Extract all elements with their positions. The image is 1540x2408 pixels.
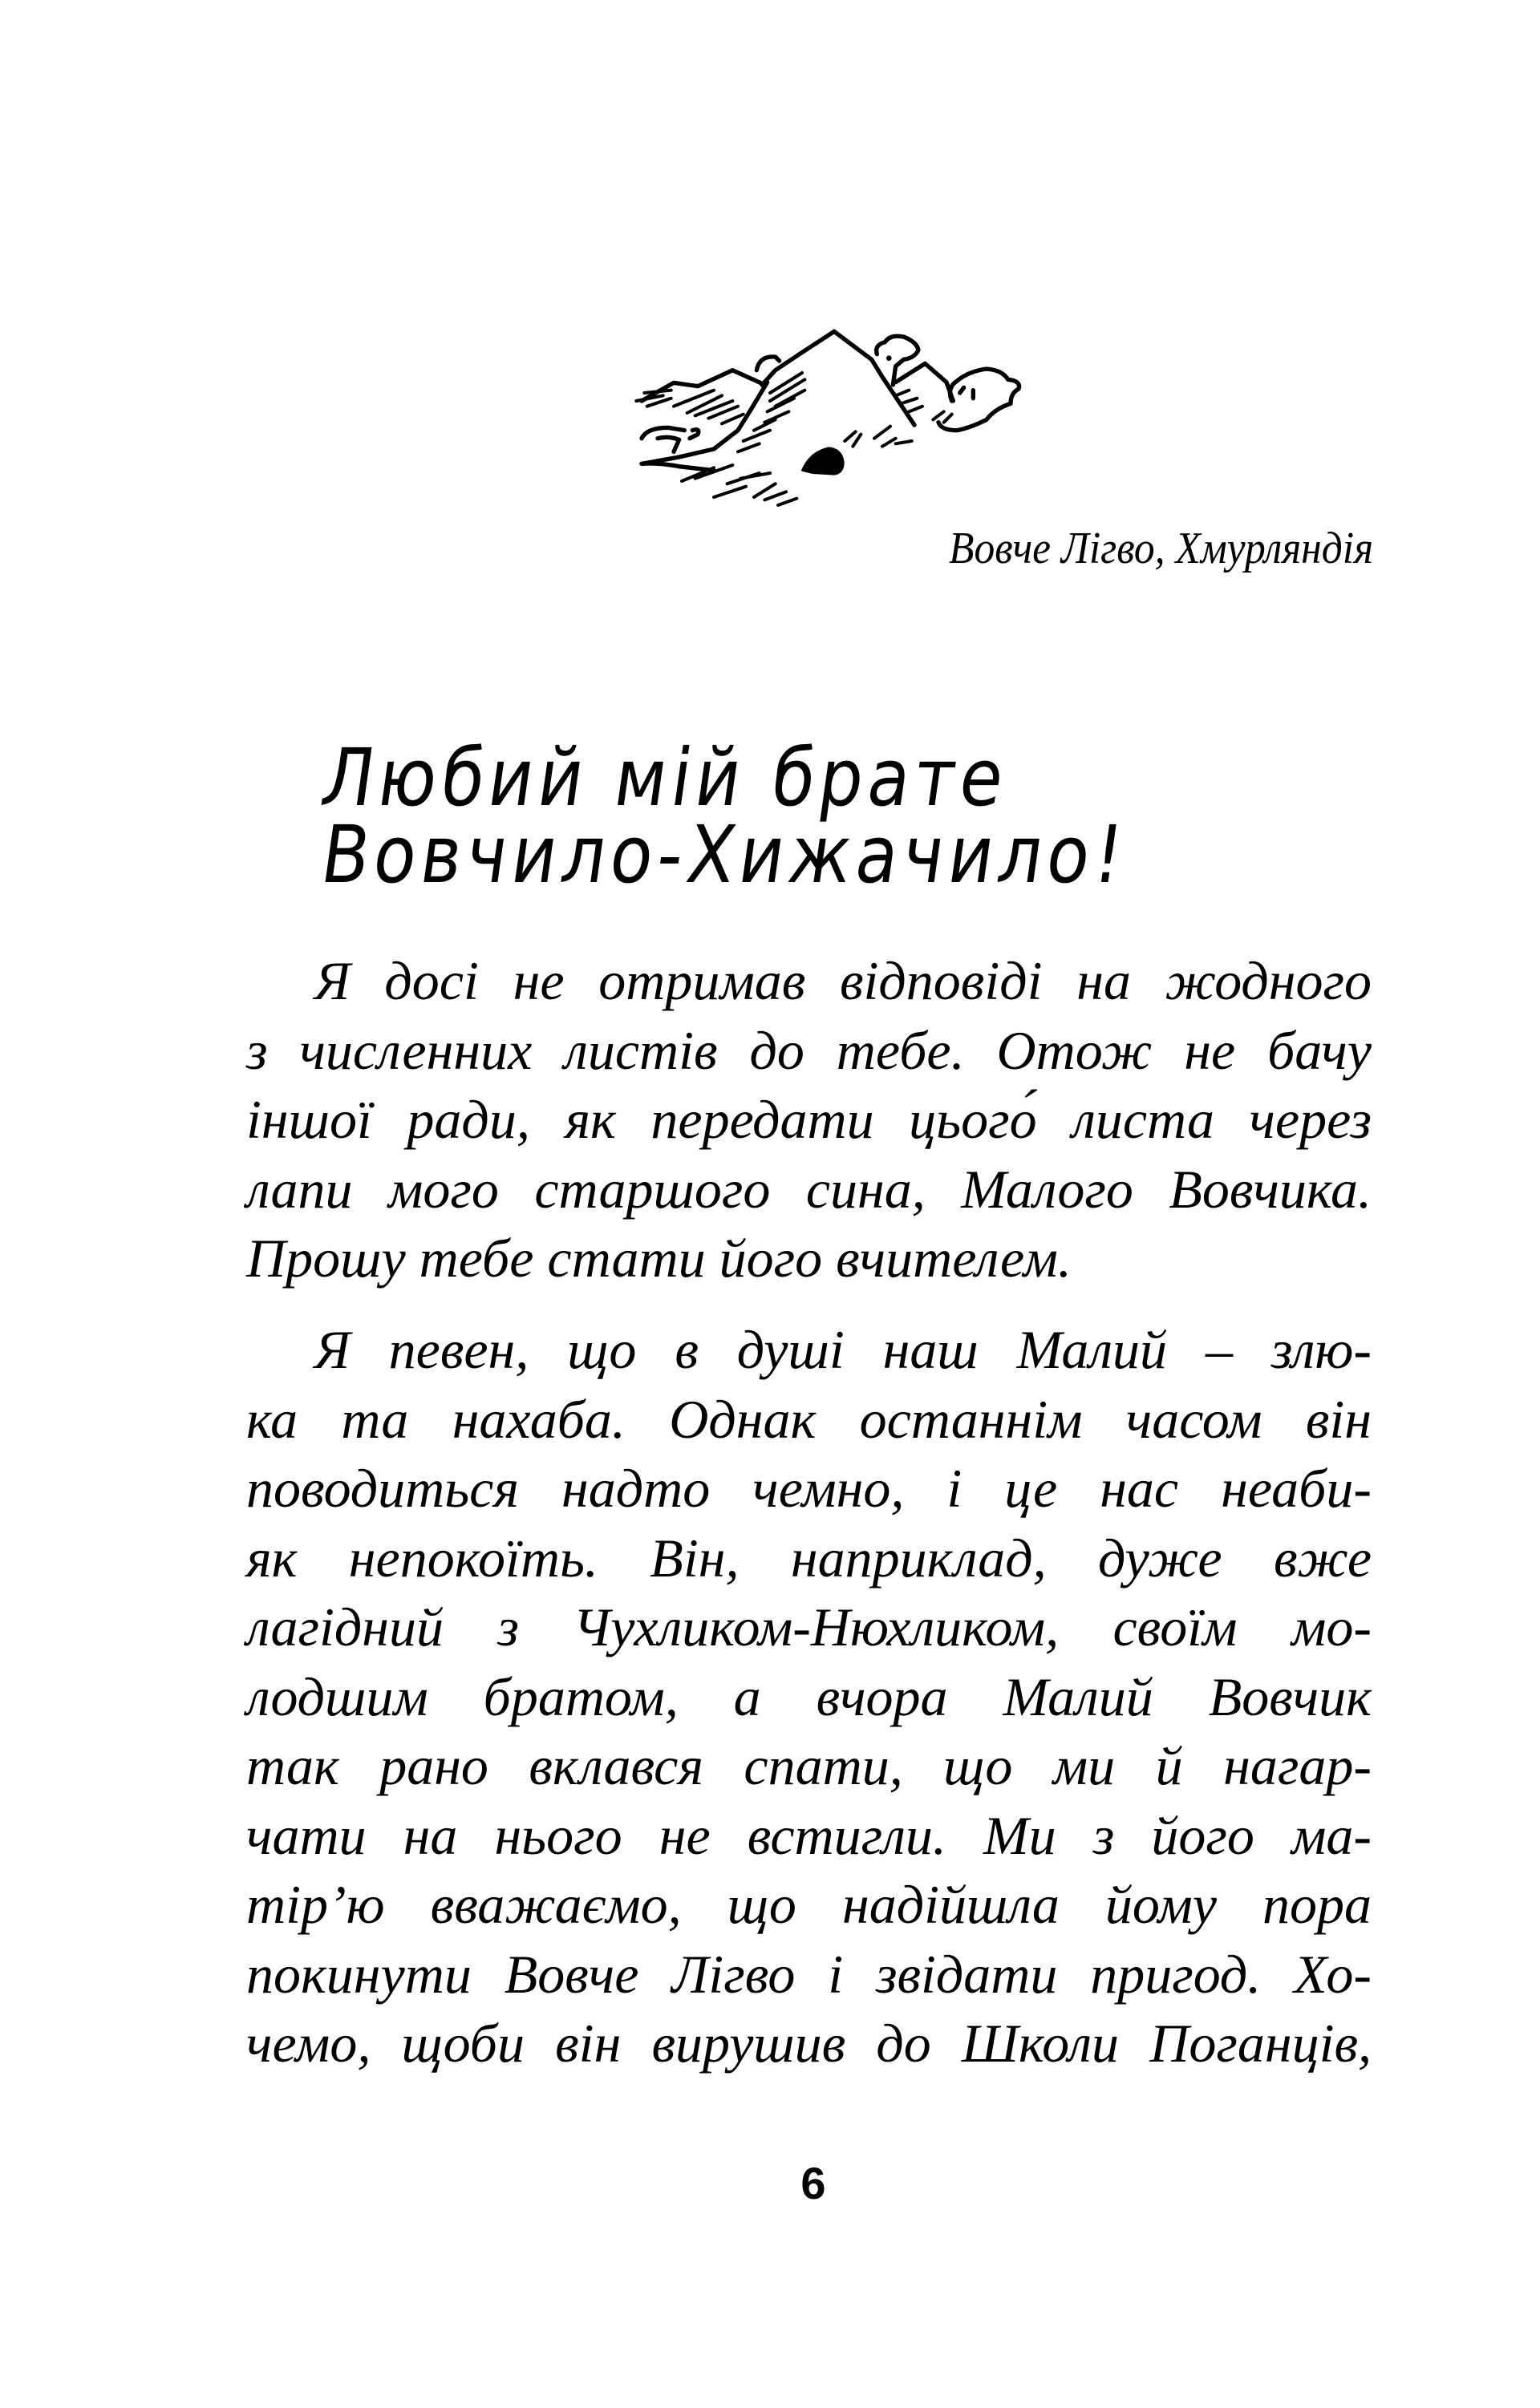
paragraph-2: [246, 1315, 1372, 2078]
text-line: лапи мого старшого сина, Малого Вовчика.: [246, 1158, 1372, 1220]
text-line: Я певен, що в душі наш Малий – злю-: [314, 1319, 1372, 1380]
text-line: поводиться надто чемно, і це нас неаби-: [246, 1458, 1372, 1519]
text-line: чемо, щоби він вирушив до Школи Поганців,: [246, 2013, 1372, 2074]
text-line: Я досі не отримав відповіді на жодного: [314, 950, 1372, 1011]
text-line: з численних листів до тебе. Отож не бачу: [246, 1019, 1372, 1081]
page-number: 6: [800, 2158, 826, 2208]
text-line: тір’ю вважаємо, що надійшла йому пора: [246, 1874, 1372, 1935]
text-line: лагідний з Чухликом-Нюхликом, своїм мо-: [246, 1597, 1372, 1657]
letter-place-heading: Вовче Лігво, Хмурляндія: [948, 524, 1373, 573]
mountain-cave-illustration: [594, 313, 1075, 521]
greeting-line-2: Вовчило-Хижачило!: [315, 809, 1134, 902]
greeting-line-1: Любий мій брате: [315, 732, 1015, 825]
text-line: іншої ради, як передати цього́ листа через: [246, 1089, 1372, 1150]
text-line: так рано вклався спати, що ми й нагар-: [246, 1735, 1372, 1796]
text-line: ка та нахаба. Однак останнім часом він: [246, 1388, 1372, 1450]
text-line: Прошу тебе стати його вчителем.: [246, 1228, 1072, 1289]
text-line: лодшим братом, а вчора Малий Вовчик: [246, 1665, 1372, 1727]
text-line: чати на нього не встигли. Ми з його ма-: [246, 1804, 1372, 1866]
text-line: як непокоїть. Він, наприклад, дуже вже: [246, 1527, 1372, 1588]
paragraph-1: [246, 946, 1372, 1293]
text-line: покинути Вовче Лігво і звідати пригод. Хо-: [246, 1943, 1372, 2005]
